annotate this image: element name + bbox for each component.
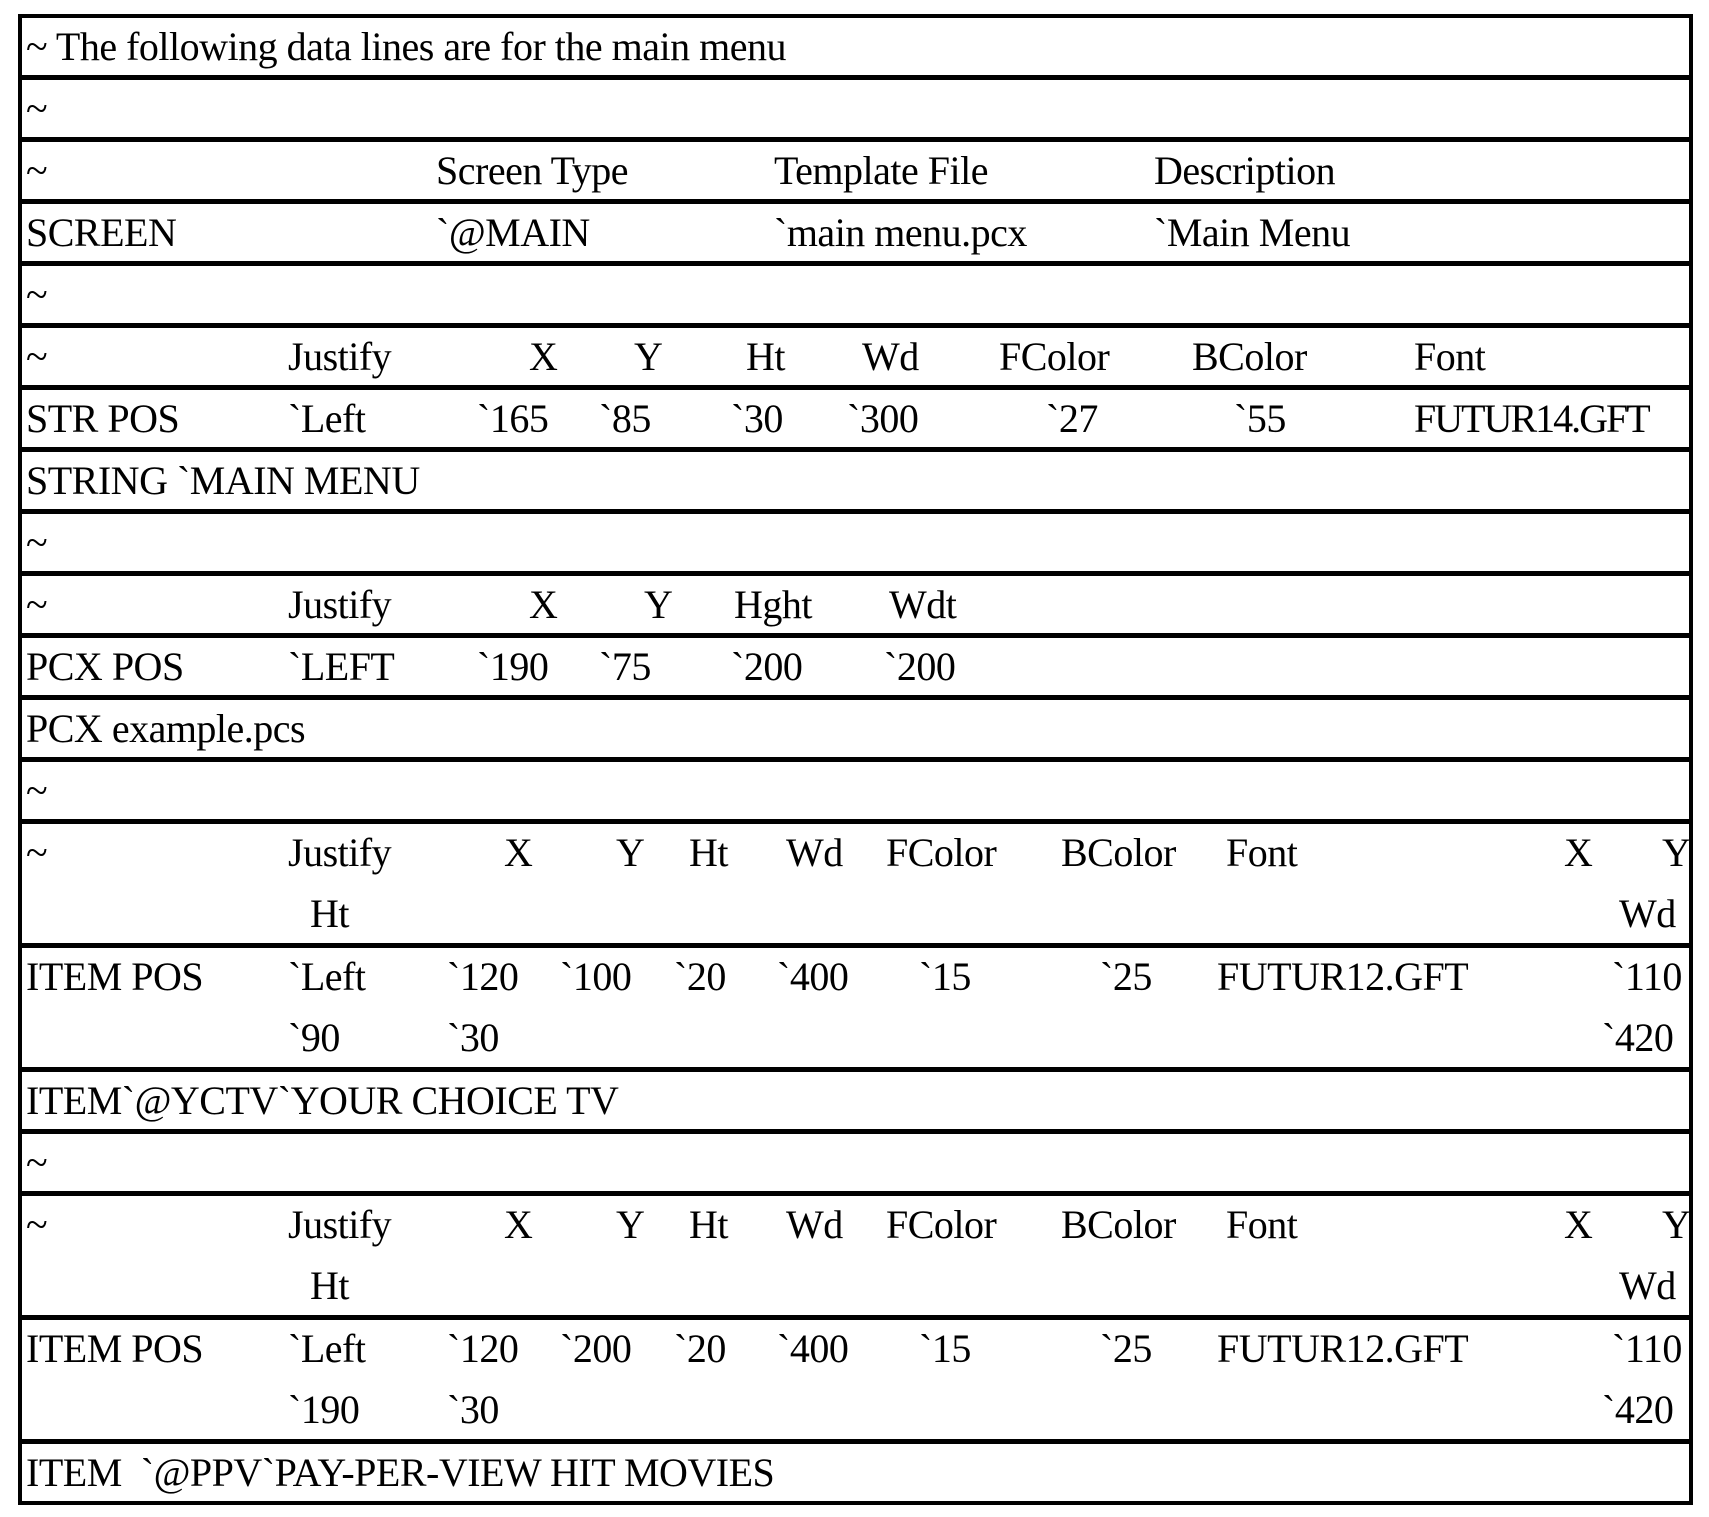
tilde-marker: ~ [26,86,48,131]
justify-value: `Left [288,954,366,999]
ht-value: `20 [674,954,726,999]
column-header-wd: Wd [786,1202,843,1247]
string-row [22,452,1689,514]
item-row-ppv [22,1444,1689,1501]
pcx-pos-data-row [22,638,1689,700]
hght-value: `200 [731,644,803,689]
column-header-x: X [529,334,558,379]
column-header-bcolor: BColor [1192,334,1307,379]
column-header-hght: Hght [734,582,812,627]
column-header-font: Font [1226,1202,1298,1247]
keyword-pcx-pos: PCX POS [26,644,184,689]
y-value: `75 [599,644,651,689]
column-header-font: Font [1226,830,1298,875]
column-header-screen-type: Screen Type [436,148,628,193]
item-pos-header-row [22,1196,1689,1320]
column-header-y: Y [644,582,673,627]
item-pos-header-row [22,824,1689,948]
comment-row [22,1134,1689,1196]
str-pos-data-row [22,390,1689,452]
wd2-value: `30 [447,1387,499,1432]
x-value: `190 [477,644,549,689]
column-header-ht2: Ht [310,891,349,936]
column-header-ht: Ht [689,830,728,875]
wd-value: `400 [777,954,849,999]
column-header-bcolor: BColor [1061,830,1176,875]
screen-data-row [22,204,1689,266]
comment-row [22,18,1689,80]
tilde-marker: ~ [26,768,48,813]
str-pos-header-row [22,328,1689,390]
justify-value: `Left [288,1326,366,1371]
comment-row [22,762,1689,824]
item-row-yctv [22,1072,1689,1134]
column-header-wd2: Wd [1619,1263,1676,1308]
column-header-wd2: Wd [1619,891,1676,936]
ht-value: `20 [674,1326,726,1371]
comment-text: ~ The following data lines are for the main menu [26,24,787,69]
y-value: `200 [560,1326,632,1371]
x-value: `120 [447,954,519,999]
x2-value: `110 [1612,1326,1682,1371]
column-header-template-file: Template File [774,148,988,193]
tilde-marker: ~ [26,1202,48,1247]
keyword-item-pos: ITEM POS [26,1326,204,1371]
x-value: `120 [447,1326,519,1371]
column-header-justify: Justify [288,1202,392,1247]
string-text: STRING `MAIN MENU [26,458,420,503]
tilde-marker: ~ [26,1140,48,1185]
x2-value: `110 [1612,954,1682,999]
bcolor-value: `55 [1234,396,1286,441]
column-header-fcolor: FColor [999,334,1110,379]
template-file-value: `main menu.pcx [774,210,1027,255]
y2-value: `420 [1602,1387,1674,1432]
justify-value: `LEFT [288,644,395,689]
item-text: ITEM`@YCTV`YOUR CHOICE TV [26,1078,619,1123]
screen-type-value: `@MAIN [436,210,590,255]
y-value: `100 [560,954,632,999]
bcolor-value: `25 [1100,954,1152,999]
column-header-bcolor: BColor [1061,1202,1176,1247]
tilde-marker: ~ [26,520,48,565]
item-text: ITEM `@PPV`PAY-PER-VIEW HIT MOVIES [26,1450,775,1495]
tilde-marker: ~ [26,272,48,317]
column-header-wdt: Wdt [889,582,957,627]
comment-row [22,266,1689,328]
column-header-ht2: Ht [310,1263,349,1308]
font-value: FUTUR14.GFT [1414,396,1649,441]
comment-row [22,80,1689,142]
font-value: FUTUR12.GFT [1217,1326,1469,1371]
y-value: `85 [599,396,651,441]
wdt-value: `200 [884,644,956,689]
column-header-x2: X [1564,830,1593,875]
ht2-value: `190 [288,1387,360,1432]
screen-header-row [22,142,1689,204]
bcolor-value: `25 [1100,1326,1152,1371]
column-header-y: Y [616,1202,645,1247]
pcx-file-text: PCX example.pcs [26,706,306,751]
column-header-description: Description [1154,148,1336,193]
column-header-y2: Y [1662,830,1691,875]
column-header-wd: Wd [862,334,919,379]
keyword-item-pos: ITEM POS [26,954,204,999]
fcolor-value: `15 [919,1326,971,1371]
column-header-justify: Justify [288,334,392,379]
tilde-marker: ~ [26,830,48,875]
menu-definition-table [18,14,1693,1505]
pcx-file-row [22,700,1689,762]
column-header-justify: Justify [288,830,392,875]
wd-value: `300 [847,396,919,441]
wd-value: `400 [777,1326,849,1371]
column-header-x: X [529,582,558,627]
wd2-value: `30 [447,1015,499,1060]
column-header-wd: Wd [786,830,843,875]
column-header-ht: Ht [746,334,785,379]
item-pos-data-row [22,948,1689,1072]
column-header-ht: Ht [689,1202,728,1247]
column-header-x2: X [1564,1202,1593,1247]
y2-value: `420 [1602,1015,1674,1060]
tilde-marker: ~ [26,334,48,379]
ht2-value: `90 [288,1015,340,1060]
pcx-pos-header-row [22,576,1689,638]
tilde-marker: ~ [26,148,48,193]
ht-value: `30 [731,396,783,441]
description-value: `Main Menu [1154,210,1351,255]
comment-row [22,514,1689,576]
x-value: `165 [477,396,549,441]
column-header-x: X [504,1202,533,1247]
font-value: FUTUR12.GFT [1217,954,1469,999]
tilde-marker: ~ [26,582,48,627]
fcolor-value: `15 [919,954,971,999]
column-header-y: Y [616,830,645,875]
column-header-font: Font [1414,334,1486,379]
column-header-x: X [504,830,533,875]
column-header-justify: Justify [288,582,392,627]
column-header-fcolor: FColor [886,1202,997,1247]
fcolor-value: `27 [1046,396,1098,441]
keyword-str-pos: STR POS [26,396,180,441]
column-header-y: Y [634,334,663,379]
item-pos-data-row [22,1320,1689,1444]
justify-value: `Left [288,396,366,441]
column-header-fcolor: FColor [886,830,997,875]
keyword-screen: SCREEN [26,210,177,255]
column-header-y2: Y [1662,1202,1691,1247]
